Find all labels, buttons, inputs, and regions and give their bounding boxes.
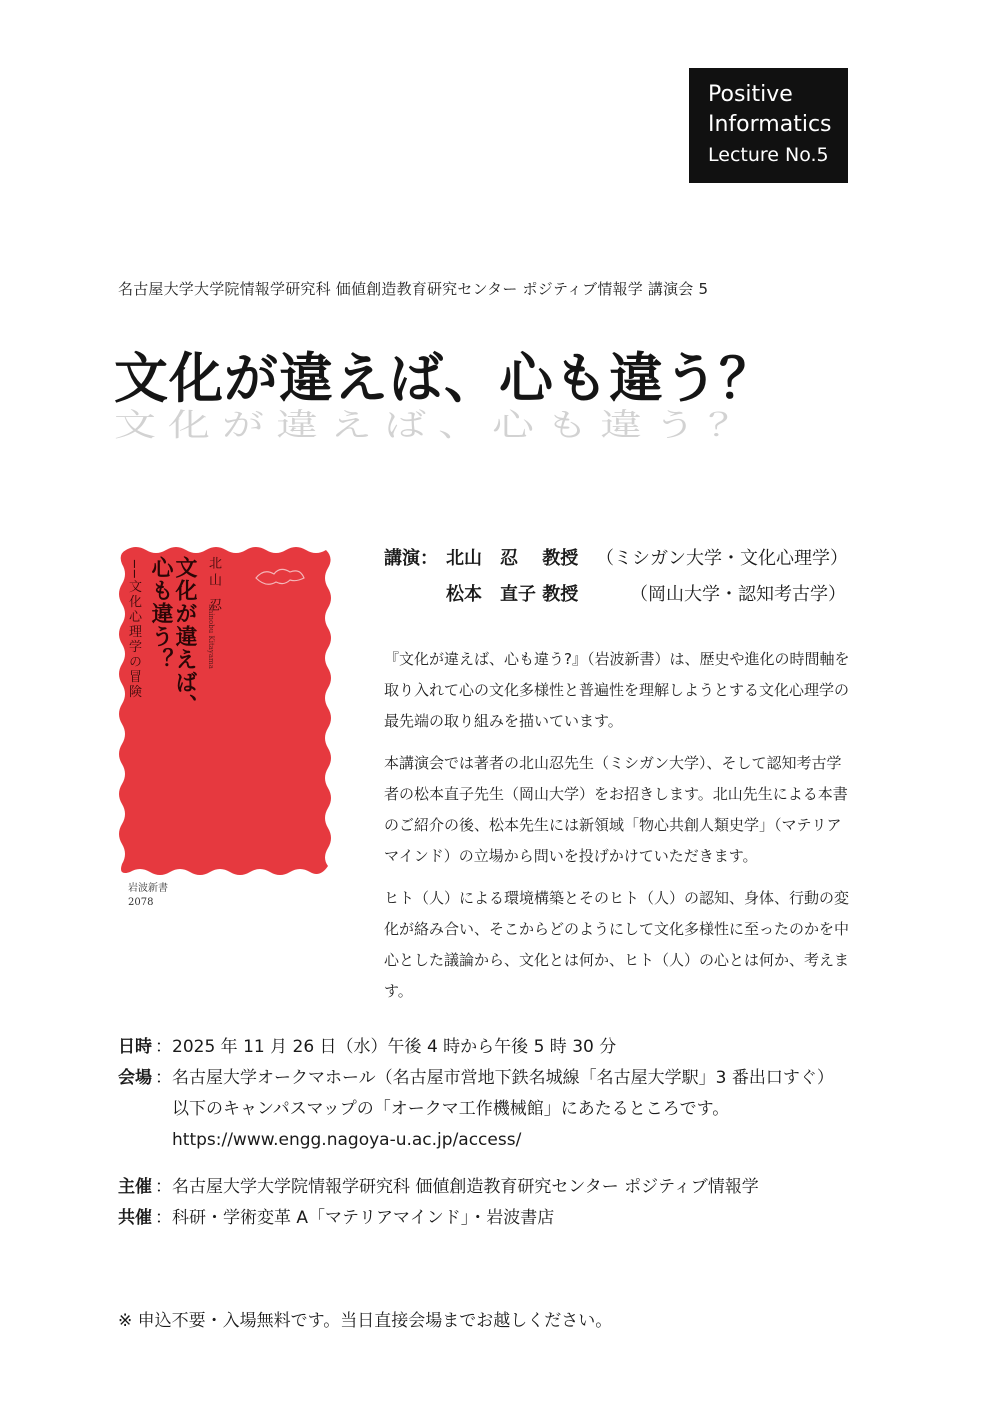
date-value: 2025 年 11 月 26 日（水）午後 4 時から午後 5 時 30 分	[172, 1037, 617, 1057]
book-publisher-name: 岩波新書	[128, 883, 168, 894]
venue-value: 名古屋大学オークマホール（名古屋市営地下鉄名城線「名古屋大学駅」3 番出口すぐ）	[172, 1068, 834, 1088]
speakers-label: 講演：	[384, 548, 438, 569]
badge-line-2: Informatics	[708, 112, 832, 137]
book-author-roman: Shinobu Kitayama	[207, 604, 215, 669]
host-value: 名古屋大学大学院情報学研究科 価値創造教育研究センター ポジティブ情報学	[172, 1177, 759, 1197]
badge-line-1: Positive	[708, 82, 793, 107]
event-description	[384, 644, 854, 1018]
description-paragraph: 『文化が違えば、心も違う?』（岩波新書）は、歴史や進化の時間軸を取り入れて心の文化多様性と普遍性を理解しようとする文化心理学の最先端の取り組みを描いています。	[384, 650, 850, 730]
description-paragraph: ヒト（人）による環境構築とそのヒト（人）の認知、身体、行動の変化が絡み合い、そこからどのようにして文化多様性に至ったのかを中心とした議論から、文化とは何か、ヒト（人）の心とは何か、考えます。	[384, 889, 850, 1000]
host-colon: ：	[155, 1177, 172, 1197]
book-title-line-1: 文化が違えば、	[172, 556, 198, 717]
speaker-affiliation: （岡山大学・認知考古学）	[630, 584, 846, 605]
date-label: 日時	[118, 1037, 152, 1057]
speaker-name: 北山 忍 教授	[446, 548, 579, 569]
venue-colon: ：	[155, 1068, 172, 1088]
lecture-badge	[689, 68, 848, 183]
organizer-subtitle: 名古屋大学大学院情報学研究科 価値創造教育研究センター ポジティブ情報学 講演会 5	[118, 280, 709, 298]
book-number: 2078	[128, 897, 154, 908]
book-publisher	[128, 882, 168, 910]
date-colon: ：	[155, 1037, 172, 1057]
page-title: 文化が違えば、心も違う？	[114, 347, 774, 410]
admission-note: ※ 申込不要・入場無料です。当日直接会場までお越しください。	[118, 1311, 613, 1331]
description-paragraph: 本講演会では著者の北山忍先生（ミシガン大学）、そして認知考古学者の松本直子先生（岡山大学）をお招きします。北山先生による本書のご紹介の後、松本先生には新領域「物心共創人類史学」（マテリアマインド）の立場から問いを投げかけていただきます。	[384, 754, 848, 865]
venue-note: 以下のキャンパスマップの「オークマ工作機械館」にあたるところです。	[172, 1099, 730, 1119]
badge-line-3: Lecture No.5	[708, 144, 829, 166]
host-label: 主催	[118, 1177, 152, 1197]
speaker-affiliation: （ミシガン大学・文化心理学）	[596, 548, 848, 569]
book-author: 北山 忍	[206, 556, 221, 616]
page-title-reflection: 文化が違えば、心も違う？	[114, 406, 763, 443]
cohost-label: 共催	[118, 1208, 152, 1228]
book-title-line-2: 心も違う？	[148, 556, 174, 671]
book-subtitle: ──文化心理学の冒険	[126, 560, 141, 700]
venue-label: 会場	[118, 1068, 152, 1088]
cohost-colon: ：	[155, 1208, 172, 1228]
speaker-name: 松本 直子 教授	[446, 584, 579, 605]
venue-url-link[interactable]: https://www.engg.nagoya-u.ac.jp/access/	[172, 1130, 522, 1150]
cohost-value: 科研・学術変革 A「マテリアマインド」・岩波書店	[172, 1208, 555, 1228]
